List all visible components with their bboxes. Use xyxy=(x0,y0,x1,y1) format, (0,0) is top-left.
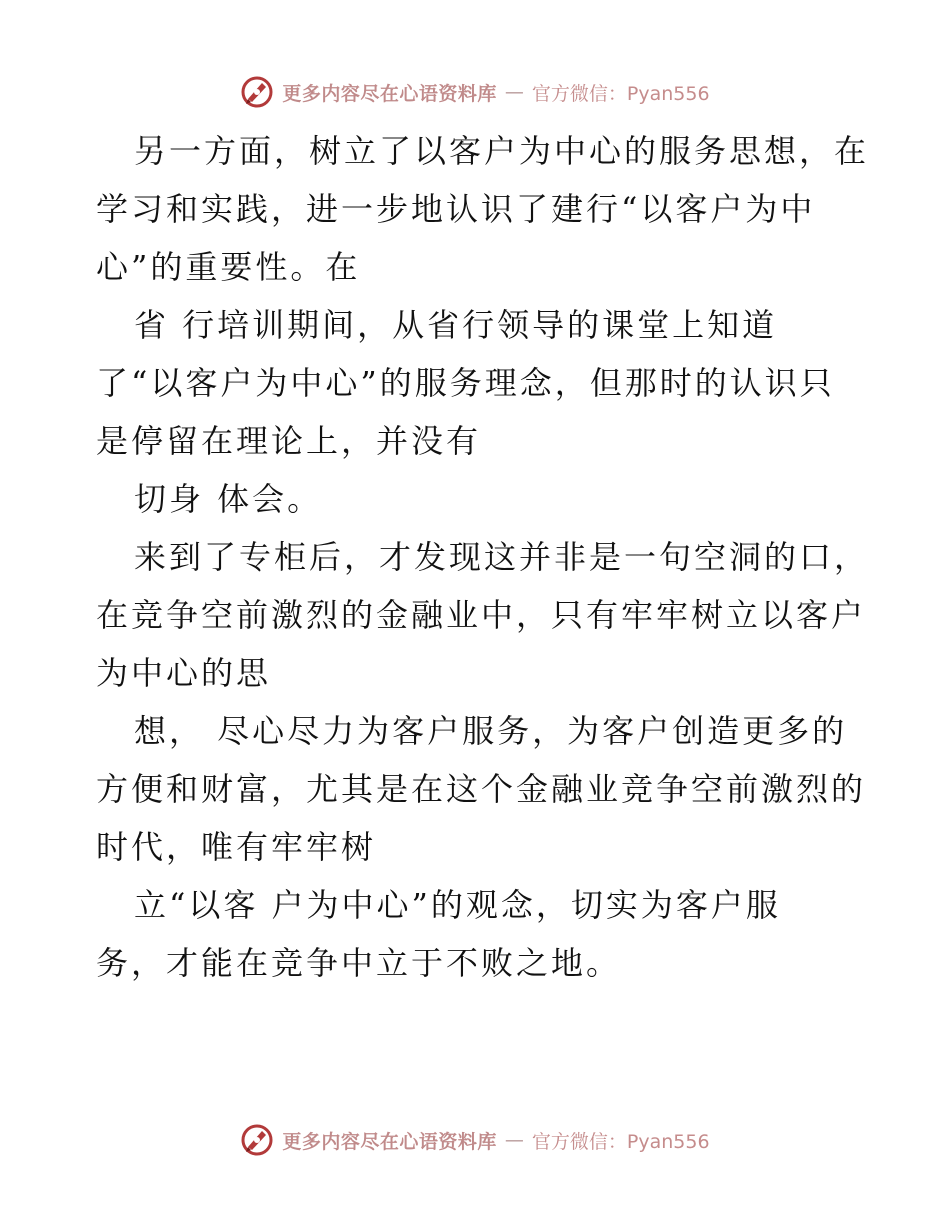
paragraph-line: 学习和实践，进一步地认识了建行“以客户为中 xyxy=(96,190,816,228)
pen-logo-icon xyxy=(240,75,274,109)
watermark-brand: 更多内容尽在心语资料库 xyxy=(282,1130,497,1153)
paragraph-line: 省 行培训期间，从省行领导的课堂上知道 xyxy=(134,306,778,344)
paragraph-line: 在竞争空前激烈的金融业中，只有牢牢树立以客户 xyxy=(96,596,867,634)
paragraph-line: 务，才能在竞争中立于不败之地。 xyxy=(96,944,622,982)
paragraph-line: 想， 尽心尽力为客户服务，为客户创造更多的 xyxy=(134,712,848,750)
paragraph-line: 另一方面，树立了以客户为中心的服务思想，在 xyxy=(134,132,870,170)
paragraph-line: 为中心的思 xyxy=(96,654,272,692)
paragraph-line: 了“以客户为中心”的服务理念，但那时的认识只 xyxy=(96,364,835,402)
watermark-wechat: 官方微信：Pyan556 xyxy=(531,82,710,105)
pen-logo-icon xyxy=(240,1123,274,1157)
paragraph-line: 心”的重要性。在 xyxy=(96,248,361,286)
watermark-dash: — xyxy=(504,81,524,103)
watermark-dash: — xyxy=(504,1129,524,1151)
paragraph-line: 是停留在理论上，并没有 xyxy=(96,422,482,460)
document-body xyxy=(96,122,870,992)
header-watermark xyxy=(0,72,950,112)
watermark-brand: 更多内容尽在心语资料库 xyxy=(282,82,497,105)
paragraph-line: 时代，唯有牢牢树 xyxy=(96,828,377,866)
paragraph-line: 切身 体会。 xyxy=(134,480,323,518)
watermark-wechat: 官方微信：Pyan556 xyxy=(531,1130,710,1153)
paragraph-line: 立“以客 户为中心”的观念，切实为客户服 xyxy=(134,886,781,924)
paragraph-line: 来到了专柜后，才发现这并非是一句空洞的口， xyxy=(134,538,870,576)
paragraph-line: 方便和财富，尤其是在这个金融业竞争空前激烈的 xyxy=(96,770,867,808)
footer-watermark xyxy=(0,1120,950,1160)
